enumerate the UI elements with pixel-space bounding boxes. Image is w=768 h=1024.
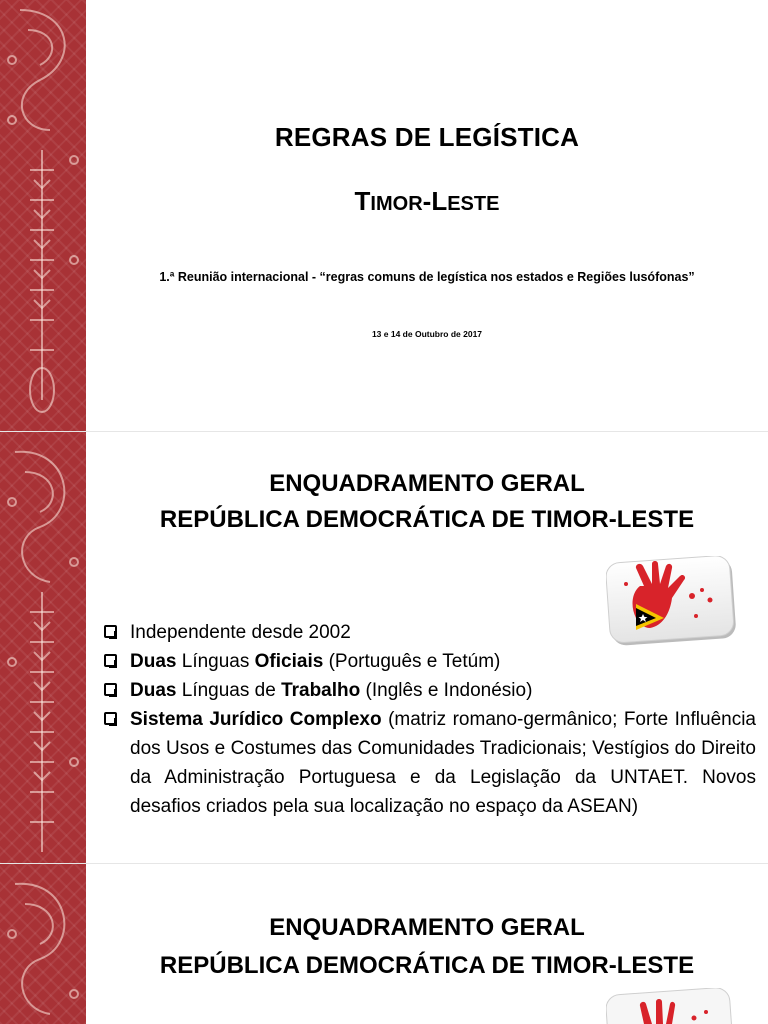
bullet-text: (matriz romano-germânico; Forte Influência dos Usos e Costumes das Comunidades Tradicionais; Vestígios do Direito da Administração Portuguesa e da Legislação da UNTAET. Novos desafios criados pela sua localização no espaço da ASEAN) [130, 709, 756, 817]
bullet-text: Línguas de [176, 680, 282, 701]
slide-context-repeat [0, 864, 768, 1024]
tais-pattern-icon [0, 432, 86, 864]
subtitle-part-2: ESTE [447, 193, 500, 215]
bullet-list [104, 618, 756, 821]
list-item [104, 705, 756, 821]
subtitle-initial: T [354, 186, 371, 216]
checkbox-bullet-icon [104, 625, 117, 638]
page-subtitle [86, 186, 768, 217]
checkbox-bullet-icon [104, 683, 117, 696]
section-heading-1: ENQUADRAMENTO GERAL [269, 914, 585, 941]
decorative-band [0, 0, 86, 432]
section-heading-1: ENQUADRAMENTO GERAL [269, 470, 585, 497]
decorative-band [0, 864, 86, 1024]
bullet-text: Línguas [176, 651, 255, 672]
decorative-band [0, 432, 86, 864]
checkbox-bullet-icon [104, 654, 117, 667]
bullet-bold: Duas [130, 651, 177, 672]
subtitle-part: IMOR [370, 193, 423, 215]
bullet-text: Independente desde 2002 [130, 622, 351, 643]
bullet-text: (Inglês e Indonésio) [360, 680, 533, 701]
bullet-text: (Português e Tetúm) [323, 651, 501, 672]
bullet-bold: Duas [130, 680, 177, 701]
list-item [104, 647, 756, 676]
section-heading-2: REPÚBLICA DEMOCRÁTICA DE TIMOR-LESTE [159, 506, 695, 533]
date-line: 13 e 14 de Outubro de 2017 [371, 329, 483, 339]
hand-flag-icon [606, 988, 738, 1024]
slide-context [0, 432, 768, 864]
bullet-bold: Oficiais [254, 651, 324, 672]
subtitle-initial-2: L [431, 186, 448, 216]
list-item [104, 618, 756, 647]
checkbox-bullet-icon [104, 712, 117, 725]
tais-pattern-icon [0, 0, 86, 432]
meeting-line: 1.ª Reunião internacional - “regras comuns de legística nos estados e Regiões lusófonas” [159, 270, 695, 284]
tais-pattern-icon [0, 864, 86, 1024]
subtitle-dash: - [422, 186, 432, 216]
page-title: REGRAS DE LEGÍSTICA [274, 122, 580, 152]
section-heading-2: REPÚBLICA DEMOCRÁTICA DE TIMOR-LESTE [159, 952, 695, 979]
slide-title [0, 0, 768, 432]
bullet-bold: Sistema Jurídico Complexo [130, 709, 382, 730]
bullet-bold: Trabalho [281, 680, 361, 701]
list-item [104, 676, 756, 705]
